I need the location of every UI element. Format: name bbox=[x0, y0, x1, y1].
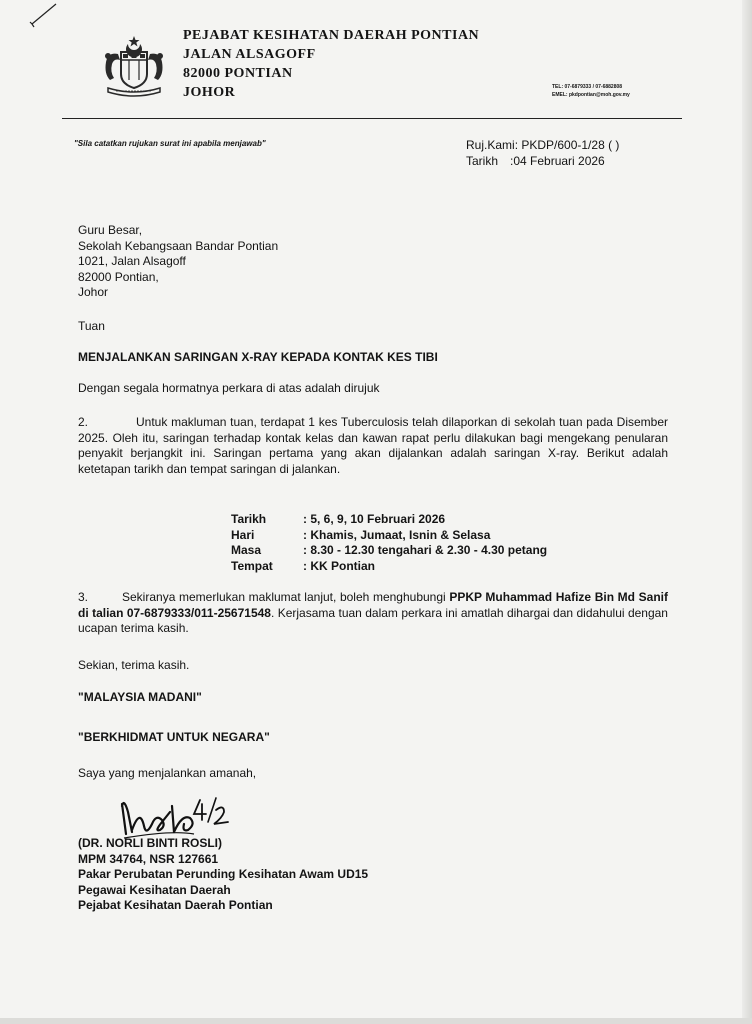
schedule-label: Masa bbox=[231, 543, 262, 557]
coat-of-arms-icon bbox=[94, 34, 174, 98]
letterhead-street: JALAN ALSAGOFF bbox=[183, 47, 316, 62]
letterhead bbox=[183, 26, 479, 102]
signatory-position: Pegawai Kesihatan Daerah bbox=[78, 882, 231, 897]
letterhead-state: JOHOR bbox=[183, 85, 236, 100]
motto-berkhidmat: "BERKHIDMAT UNTUK NEGARA" bbox=[78, 730, 270, 744]
schedule-value: : KK Pontian bbox=[303, 558, 375, 573]
schedule-row bbox=[231, 559, 547, 575]
letterhead-email: EMEL: pkdpontian@moh.gov.my bbox=[552, 92, 630, 98]
paragraph-text-end: . Kerjasama tuan dalam perkara ini amatlah dihargai dan didahului dengan ucapan terima kasih. bbox=[78, 605, 668, 635]
letterhead-tel: TEL: 07-6879333 / 07-6882808 bbox=[552, 84, 623, 90]
schedule-value: : 8.30 - 12.30 tengahari & 2.30 - 4.30 petang bbox=[303, 543, 548, 557]
date-value: :04 Februari 2026 bbox=[510, 154, 605, 168]
addressee-line: Johor bbox=[78, 285, 109, 299]
amanah-line: Saya yang menjalankan amanah, bbox=[78, 766, 257, 780]
letterhead-org: PEJABAT KESIHATAN DAERAH PONTIAN bbox=[183, 28, 480, 43]
paragraph-number: 2. bbox=[78, 415, 89, 429]
schedule-row bbox=[231, 512, 547, 528]
addressee-line: 1021, Jalan Alsagoff bbox=[78, 254, 186, 268]
motto-malaysia-madani: "MALAYSIA MADANI" bbox=[78, 690, 202, 704]
signatory-block bbox=[78, 836, 368, 914]
addressee-line: 82000 Pontian, bbox=[78, 269, 159, 284]
schedule-value: : Khamis, Jumaat, Isnin & Selasa bbox=[303, 527, 491, 542]
schedule-value: : 5, 6, 9, 10 Februari 2026 bbox=[303, 512, 446, 526]
letterhead-city: 82000 PONTIAN bbox=[183, 66, 293, 81]
schedule-label: Tempat bbox=[231, 558, 273, 573]
addressee-line: Guru Besar, bbox=[78, 223, 143, 237]
closing-line: Sekian, terima kasih. bbox=[78, 658, 190, 672]
schedule-row bbox=[231, 528, 547, 544]
paragraph-text: Sekiranya memerlukan maklumat lanjut, boleh menghubungi bbox=[122, 590, 446, 604]
ref-label: Ruj.Kami bbox=[466, 138, 515, 152]
paragraph-number: 3. bbox=[78, 590, 89, 604]
schedule-row bbox=[231, 543, 547, 559]
date-label: Tarikh bbox=[466, 154, 499, 168]
intro-line: Dengan segala hormatnya perkara di atas adalah dirujuk bbox=[78, 381, 380, 395]
schedule-table bbox=[231, 512, 547, 574]
signatory-title: Pakar Perubatan Perunding Kesihatan Awam UD15 bbox=[78, 867, 369, 881]
addressee-block bbox=[78, 223, 278, 301]
pen-mark-icon bbox=[22, 2, 62, 32]
contact-person: PPKP Muhammad Hafize Bin Md Sanif di talian 07-6879333/011-25671548 bbox=[78, 590, 668, 620]
ref-value: : PKDP/600-1/28 ( ) bbox=[514, 138, 620, 152]
signatory-office: Pejabat Kesihatan Daerah Pontian bbox=[78, 898, 273, 912]
scan-edge-right bbox=[742, 0, 752, 1024]
letterhead-divider bbox=[62, 118, 682, 119]
reference-note: "Sila catatkan rujukan surat ini apabila menjawab" bbox=[74, 139, 266, 148]
subject-heading: MENJALANKAN SARINGAN X-RAY KEPADA KONTAK KES TIBI bbox=[78, 350, 438, 364]
schedule-label: Tarikh bbox=[231, 512, 267, 526]
letterhead-contact bbox=[552, 83, 630, 99]
scan-edge-bottom bbox=[0, 1018, 752, 1024]
paragraph-text: Untuk makluman tuan, terdapat 1 kes Tuberculosis telah dilaporkan di sekolah tuan pada Disember 2025. Oleh itu, saringan terhadap kontak kelas dan kawan rapat perlu dilakukan bagi mengekang penularan penyakit berjangkit ini. Saringan pertama yang akan dijalankan adalah saringan X-ray. Berikut adalah ketetapan tarikh dan tempat saringan di jalankan. bbox=[78, 415, 668, 476]
paragraph-3 bbox=[78, 590, 668, 637]
reference-block bbox=[466, 137, 619, 169]
schedule-label: Hari bbox=[231, 527, 255, 542]
signatory-registration: MPM 34764, NSR 127661 bbox=[78, 851, 219, 866]
signatory-name: (DR. NORLI BINTI ROSLI) bbox=[78, 836, 222, 850]
addressee-line: Sekolah Kebangsaan Bandar Pontian bbox=[78, 238, 279, 253]
salutation: Tuan bbox=[78, 319, 105, 333]
paragraph-2 bbox=[78, 415, 668, 477]
